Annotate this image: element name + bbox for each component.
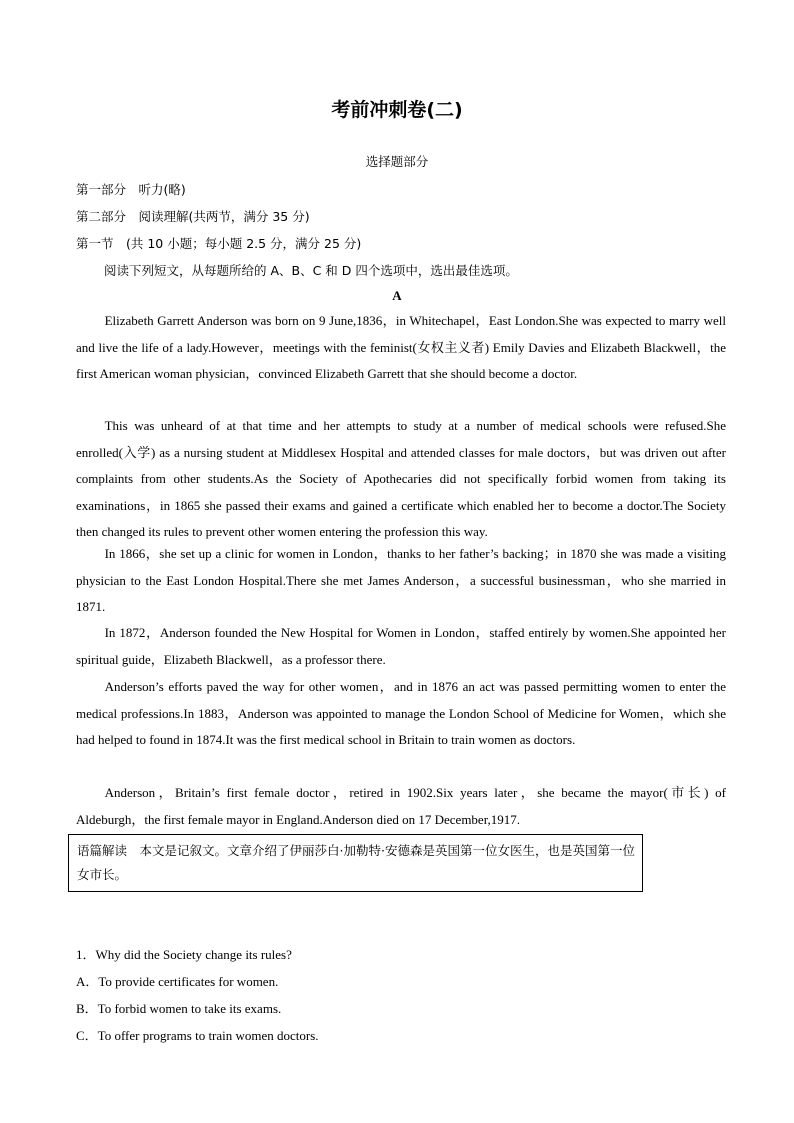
question-stem: 1．Why did the Society change its rules?: [76, 947, 292, 962]
passage-paragraph: This was unheard of at that time and her attempts to study at a number of medical schools were refused.She enrolled(入学) as a nursing student at Middlesex Hospital and attended classes for male doctors，but was driven out after complaints from other students.As the Society of Apothecaries did not specifically forbid women from taking its examinations，in 1865 she passed their exams and gained a certificate which enabled her to become a doctor.The Society then changed its rules to prevent other women entering the profession this way.: [76, 418, 726, 539]
part-two-line: 第二部分 阅读理解(共两节，满分 35 分): [76, 209, 310, 224]
passage-paragraph: Elizabeth Garrett Anderson was born on 9 June,1836，in Whitechapel，East London.She was expected to marry well and live the life of a lady.However，meetings with the feminist(女权主义者) Emily Davies and Elizabeth Blackwell，the first American woman physician，convinced Elizabeth Garrett that she should become a doctor.: [76, 313, 726, 381]
passage-paragraph: Anderson’s efforts paved the way for other women，and in 1876 an act was passed permitting women to enter the medical professions.In 1883，Anderson was appointed to manage the London School of Medicine for Women，which she had helped to found in 1874.It was the first medical school in Britain to train women as doctors.: [76, 679, 726, 747]
passage-paragraph: Anderson，Britain’s first female doctor，retired in 1902.Six years later，she became the mayor(市长) of Aldeburgh，the first female mayor in England.Anderson died on 17 December,1917.: [76, 785, 726, 827]
part-one-line: 第一部分 听力(略): [76, 182, 186, 197]
option-b: B．To forbid women to take its exams.: [76, 1001, 282, 1016]
section-heading: 选择题部分: [365, 154, 429, 169]
passage-paragraph: In 1866，she set up a clinic for women in London，thanks to her father’s backing；in 1870 she was made a visiting physician to the East London Hospital.There she met James Anderson，a successful businessman，who she married in 1871.: [76, 546, 726, 614]
instruction-line: 阅读下列短文，从每题所给的 A、B、C 和 D 四个选项中，选出最佳选项。: [104, 263, 518, 278]
page-title: 考前冲刺卷(二): [331, 99, 463, 121]
option-a: A．To provide certificates for women.: [76, 974, 279, 989]
section-one-line: 第一节 (共 10 小题；每小题 2.5 分，满分 25 分): [76, 236, 362, 251]
analysis-box: [68, 834, 643, 892]
passage-letter: A: [392, 288, 402, 303]
option-c: C．To offer programs to train women doctors.: [76, 1028, 319, 1043]
passage-paragraph: In 1872，Anderson founded the New Hospital for Women in London，staffed entirely by women.She appointed her spiritual guide，Elizabeth Blackwell，as a professor there.: [76, 625, 726, 667]
analysis-text: 语篇解读 本文是记叙文。文章介绍了伊丽莎白·加勒特·安德森是英国第一位女医生，也是英国第一位女市长。: [77, 843, 635, 882]
